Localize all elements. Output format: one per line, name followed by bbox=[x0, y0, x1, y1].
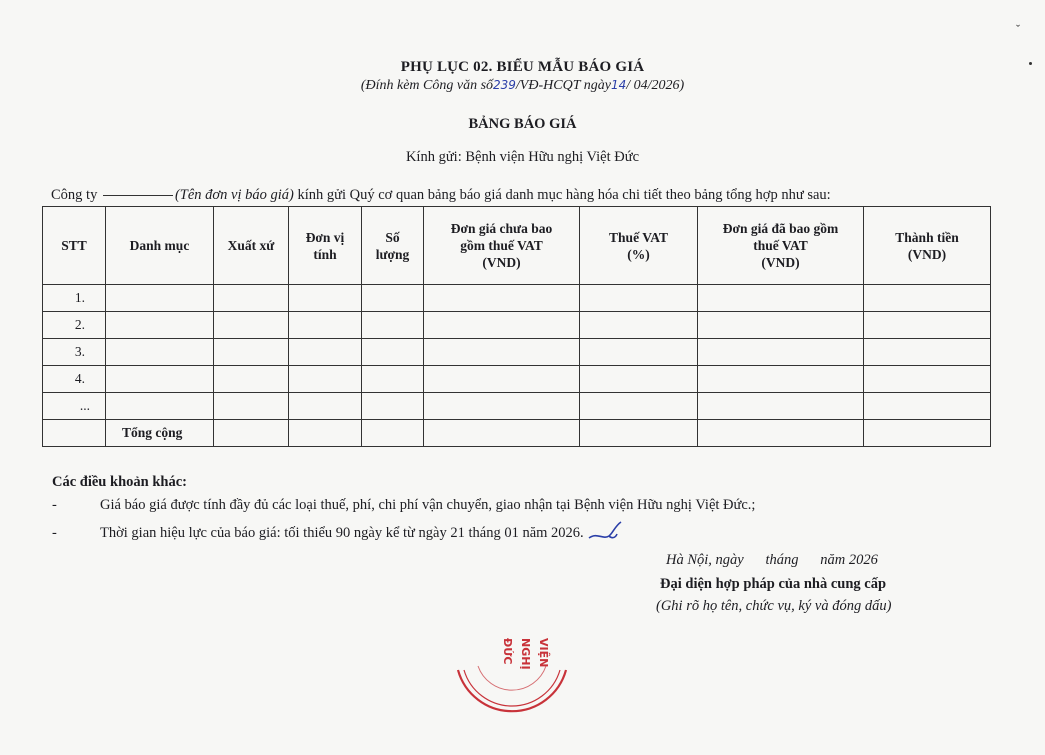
stamp-text-3: ĐỨC bbox=[501, 638, 514, 665]
vat-cell[interactable] bbox=[580, 420, 698, 447]
appendix-title: PHỤ LỤC 02. BIỂU MẪU BÁO GIÁ bbox=[400, 59, 645, 75]
unit-cell[interactable] bbox=[289, 312, 362, 339]
amount-cell[interactable] bbox=[864, 366, 991, 393]
origin-cell[interactable] bbox=[214, 366, 289, 393]
item-cell[interactable] bbox=[106, 285, 214, 312]
table-header-row bbox=[43, 207, 991, 285]
handwritten-doc-number: 239 bbox=[493, 78, 516, 92]
table-row bbox=[43, 285, 991, 312]
unit-cell[interactable] bbox=[289, 393, 362, 420]
header-vat: Thuế VAT (%) bbox=[580, 207, 698, 285]
origin-cell[interactable] bbox=[214, 312, 289, 339]
header-unit: Đơn vị tính bbox=[289, 207, 362, 285]
term-text-1: Giá báo giá được tính đầy đủ các loại thuế, phí, chi phí vận chuyển, giao nhận tại Bệnh viện Hữu nghị Việt Đức.; bbox=[100, 497, 756, 513]
signature-place-date: Hà Nội, ngày tháng năm 2026 bbox=[666, 552, 878, 568]
amount-cell[interactable] bbox=[864, 285, 991, 312]
price-incl-cell[interactable] bbox=[698, 393, 864, 420]
bullet-dash: - bbox=[52, 497, 57, 513]
red-seal-stamp-icon bbox=[448, 608, 578, 728]
quantity-cell[interactable] bbox=[362, 393, 424, 420]
attach-suffix: / 04/2026) bbox=[626, 78, 685, 93]
price-excl-cell[interactable] bbox=[424, 285, 580, 312]
bullet-dash: - bbox=[52, 524, 57, 541]
company-name-blank[interactable] bbox=[103, 195, 173, 196]
recipient-line: Kính gửi: Bệnh viện Hữu nghị Việt Đức bbox=[405, 149, 640, 165]
table-row bbox=[43, 339, 991, 366]
table-row bbox=[43, 366, 991, 393]
unit-cell[interactable] bbox=[289, 339, 362, 366]
amount-cell[interactable] bbox=[864, 339, 991, 366]
vat-cell[interactable] bbox=[580, 366, 698, 393]
quantity-cell[interactable] bbox=[362, 420, 424, 447]
quantity-cell[interactable] bbox=[362, 285, 424, 312]
intro-suffix: kính gửi Quý cơ quan bảng báo giá danh mục hàng hóa chi tiết theo bảng tổng hợp như sau: bbox=[297, 187, 831, 203]
vat-cell[interactable] bbox=[580, 312, 698, 339]
terms-heading: Các điều khoản khác: bbox=[52, 474, 187, 490]
header-stt: STT bbox=[43, 207, 106, 285]
quantity-cell[interactable] bbox=[362, 312, 424, 339]
price-incl-cell[interactable] bbox=[698, 339, 864, 366]
scan-mark-icon: ˇ bbox=[1016, 22, 1020, 36]
table-row bbox=[43, 393, 991, 420]
unit-cell[interactable] bbox=[289, 420, 362, 447]
row-number: 3. bbox=[43, 339, 106, 366]
origin-cell[interactable] bbox=[214, 393, 289, 420]
signature-title: Đại diện hợp pháp của nhà cung cấp bbox=[660, 576, 887, 592]
stamp-text-1: VIỆN bbox=[537, 638, 550, 668]
price-incl-cell[interactable] bbox=[698, 312, 864, 339]
price-excl-cell[interactable] bbox=[424, 312, 580, 339]
price-incl-cell[interactable] bbox=[698, 285, 864, 312]
attachment-reference bbox=[0, 78, 1045, 94]
amount-cell[interactable] bbox=[864, 393, 991, 420]
price-excl-cell[interactable] bbox=[424, 393, 580, 420]
item-cell[interactable] bbox=[106, 312, 214, 339]
quantity-cell[interactable] bbox=[362, 339, 424, 366]
handwritten-day: 14 bbox=[610, 78, 627, 92]
row-number: 4. bbox=[43, 366, 106, 393]
price-excl-cell[interactable] bbox=[424, 339, 580, 366]
term-item-1 bbox=[52, 497, 755, 514]
term-text-2: Thời gian hiệu lực của báo giá: tối thiểu 90 ngày kể từ ngày 21 tháng 01 năm 2026. bbox=[100, 524, 584, 541]
origin-cell[interactable] bbox=[214, 285, 289, 312]
header-price-excl-vat: Đơn giá chưa bao gồm thuế VAT (VND) bbox=[424, 207, 580, 285]
item-cell[interactable] bbox=[106, 339, 214, 366]
price-incl-cell[interactable] bbox=[698, 366, 864, 393]
document-title: BẢNG BÁO GIÁ bbox=[468, 116, 577, 132]
header-item: Danh mục bbox=[106, 207, 214, 285]
signature-note: (Ghi rõ họ tên, chức vụ, ký và đóng dấu) bbox=[656, 598, 892, 614]
header-origin: Xuất xứ bbox=[214, 207, 289, 285]
vat-cell[interactable] bbox=[580, 339, 698, 366]
table-row bbox=[43, 312, 991, 339]
header-price-incl-vat: Đơn giá đã bao gồm thuế VAT (VND) bbox=[698, 207, 864, 285]
price-excl-cell[interactable] bbox=[424, 366, 580, 393]
row-number: 1. bbox=[43, 285, 106, 312]
intro-paragraph bbox=[51, 187, 831, 204]
term-item-2 bbox=[52, 520, 627, 547]
price-excl-cell[interactable] bbox=[424, 420, 580, 447]
unit-cell[interactable] bbox=[289, 285, 362, 312]
total-stt-cell bbox=[43, 420, 106, 447]
vat-cell[interactable] bbox=[580, 285, 698, 312]
unit-cell[interactable] bbox=[289, 366, 362, 393]
row-number: ... bbox=[43, 393, 106, 420]
header-amount: Thành tiền (VND) bbox=[864, 207, 991, 285]
item-cell[interactable] bbox=[106, 366, 214, 393]
quote-table bbox=[42, 206, 991, 447]
row-number: 2. bbox=[43, 312, 106, 339]
intro-placeholder: (Tên đơn vị báo giá) bbox=[174, 187, 294, 203]
vat-cell[interactable] bbox=[580, 393, 698, 420]
header-quantity: Số lượng bbox=[362, 207, 424, 285]
intro-prefix: Công ty bbox=[51, 187, 98, 203]
origin-cell[interactable] bbox=[214, 339, 289, 366]
price-incl-cell[interactable] bbox=[698, 420, 864, 447]
table-total-row bbox=[43, 420, 991, 447]
grand-total-cell[interactable] bbox=[864, 420, 991, 447]
handwritten-initial-icon bbox=[587, 520, 627, 547]
attach-prefix: (Đính kèm Công văn số bbox=[360, 78, 494, 93]
quantity-cell[interactable] bbox=[362, 366, 424, 393]
stamp-text-2: NGHỊ bbox=[519, 638, 532, 670]
origin-cell[interactable] bbox=[214, 420, 289, 447]
item-cell[interactable] bbox=[106, 393, 214, 420]
total-label: Tổng cộng bbox=[106, 420, 214, 447]
amount-cell[interactable] bbox=[864, 312, 991, 339]
attach-mid: /VĐ-HCQT ngày bbox=[515, 78, 611, 93]
